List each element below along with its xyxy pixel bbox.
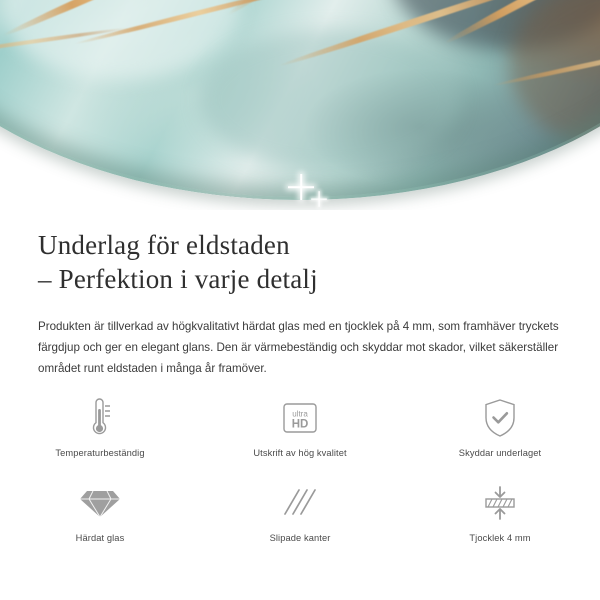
feature-grid	[0, 395, 600, 543]
feature-label: Skyddar underlaget	[458, 448, 542, 458]
polished-edges-icon	[279, 480, 321, 526]
feature-item-print-quality	[200, 395, 400, 458]
text-content-block	[0, 228, 600, 379]
page-title-line-2: – Perfektion i varje detalj	[38, 264, 318, 294]
ultra-hd-icon	[280, 395, 320, 441]
feature-item-thickness	[400, 480, 600, 543]
feature-label: Utskrift av hög kvalitet	[253, 448, 347, 458]
svg-text:HD: HD	[291, 418, 309, 431]
feature-label: Slipade kanter	[269, 533, 331, 543]
feature-label: Temperaturbeständig	[55, 448, 145, 458]
marble-glass-disc-image	[0, 0, 600, 200]
page-title-line-1: Underlag för eldstaden	[38, 230, 290, 260]
feature-item-protection	[400, 395, 600, 458]
product-description: Produkten är tillverkad av högkvalitativt härdat glas med en tjocklek på 4 mm, som framhäver tryckets färgdjup och ger en elegant glans. Den är värmebeständig och skyddar mot skador, vilket säkerställer området runt eldstaden i många år framöver.	[38, 320, 559, 375]
thermometer-icon	[83, 395, 117, 441]
thickness-arrows-icon	[479, 480, 521, 526]
diamond-icon	[78, 480, 122, 526]
feature-item-polished-edges	[200, 480, 400, 543]
shield-check-icon	[480, 395, 520, 441]
feature-label: Härdat glas	[75, 533, 125, 543]
feature-label: Tjocklek 4 mm	[469, 533, 531, 543]
hero-image-area	[0, 0, 600, 210]
feature-item-temperature	[0, 395, 200, 458]
svg-text:ultra: ultra	[292, 409, 308, 419]
feature-item-tempered-glass	[0, 480, 200, 543]
page-title	[38, 228, 562, 296]
